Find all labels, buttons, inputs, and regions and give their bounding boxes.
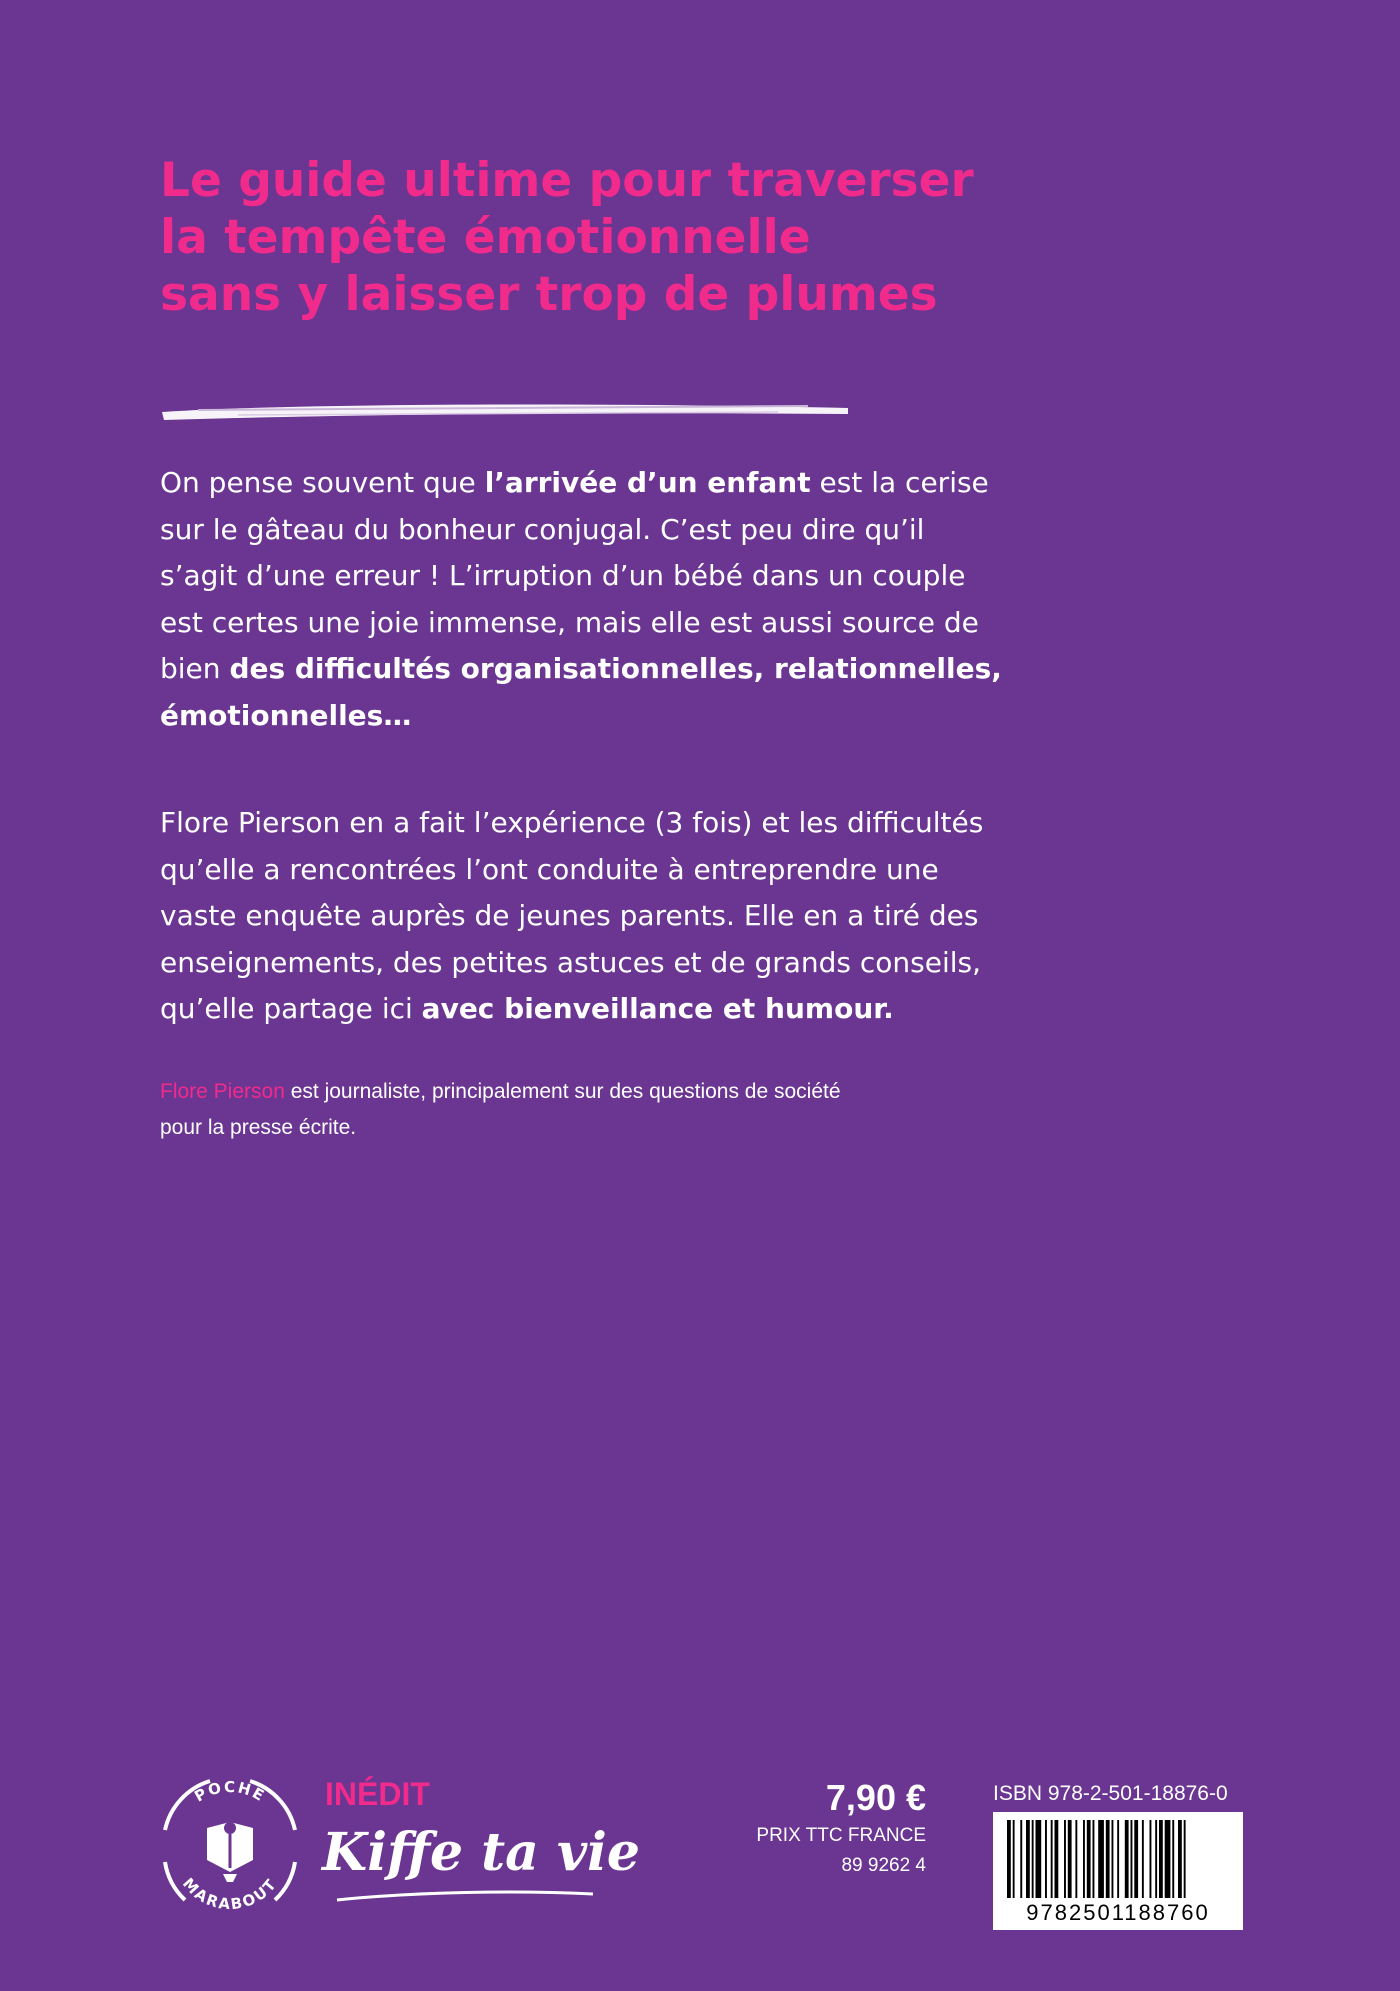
barcode-bar (1131, 1820, 1133, 1898)
barcode-bar (1165, 1820, 1171, 1898)
bio-line-1 (160, 1074, 1160, 1110)
barcode-bar (1045, 1820, 1047, 1898)
p1-l6-bold: émotionnelles… (160, 698, 412, 732)
price: 7,90 € (825, 1777, 926, 1818)
barcode-bar (1093, 1820, 1095, 1898)
barcode-bar (1075, 1820, 1077, 1898)
p1-line-6 (160, 693, 1160, 740)
barcode-bar (1064, 1820, 1066, 1898)
bio-line-2: pour la presse écrite. (160, 1116, 357, 1139)
logo-top-text: POCHE (191, 1777, 269, 1806)
inedit-label: INÉDIT (325, 1776, 430, 1812)
barcode-bar (1184, 1820, 1186, 1898)
p1-l1-c: est la cerise (810, 466, 989, 499)
logo-bottom-text: MARABOUT (178, 1874, 281, 1914)
barcode-bar (1159, 1820, 1163, 1898)
barcode-bar (1142, 1820, 1144, 1898)
headline-line-2: la tempête émotionnelle (160, 210, 811, 265)
barcode-bar (1178, 1820, 1182, 1898)
barcode-bar (1007, 1820, 1011, 1898)
barcode-bar (1083, 1820, 1085, 1898)
headline (160, 152, 1160, 323)
barcode-bar (1172, 1820, 1174, 1898)
series-title: Kiffe ta vie (322, 1822, 641, 1883)
p2-line-4: enseignements, des petites astuces et de grands conseils, (160, 945, 982, 979)
back-cover-footer (0, 1760, 1400, 1960)
price-block (700, 1778, 926, 1878)
barcode-bar (1020, 1820, 1022, 1898)
barcode-bar (1026, 1820, 1030, 1898)
author-bio (160, 1074, 1160, 1146)
description-paragraph-1 (160, 460, 1160, 739)
barcode-bar (1098, 1820, 1104, 1898)
p1-line-2: sur le gâteau du bonheur conjugal. C’est peu dire qu’il (160, 512, 925, 546)
poche-marabout-logo (155, 1770, 305, 1920)
barcode-bar (1125, 1820, 1129, 1898)
bio-l1-text: est journaliste, principalement sur des questions de société (284, 1080, 841, 1103)
p1-l5-bold: des difficultés organisationnelles, relationnelles, (229, 652, 1002, 685)
price-label: PRIX TTC FRANCE (756, 1825, 926, 1846)
p2-line-2: qu’elle a rencontrées l’ont conduite à entreprendre une (160, 852, 939, 886)
barcode-bars (1007, 1820, 1229, 1898)
p1-line-1 (160, 460, 1160, 507)
barcode-bar (1013, 1820, 1015, 1898)
p1-l5-a: bien (160, 652, 230, 685)
p1-line-4: est certes une joie immense, mais elle est aussi source de (160, 605, 979, 639)
p1-line-3: s’agit d’une erreur ! L’irruption d’un bébé dans un couple (160, 559, 966, 592)
p1-line-5 (160, 646, 1160, 693)
barcode-bar (1117, 1820, 1119, 1898)
barcode-bar (1155, 1820, 1157, 1898)
barcode-bar (1051, 1820, 1053, 1898)
p2-l5-a: qu’elle partage ici (160, 992, 422, 1025)
barcode-bar (1087, 1820, 1091, 1898)
barcode-bar (1055, 1820, 1059, 1898)
p2-l5-bold: avec bienveillance et humour. (421, 992, 894, 1025)
headline-line-3: sans y laisser trop de plumes (160, 267, 938, 322)
barcode-bar (1036, 1820, 1042, 1898)
product-code: 89 9262 4 (841, 1855, 926, 1876)
description-paragraph-2 (160, 800, 1160, 1033)
isbn-label: ISBN 978-2-501-18876-0 (993, 1782, 1228, 1805)
barcode (993, 1812, 1243, 1930)
barcode-bar (1032, 1820, 1034, 1898)
brush-stroke-divider (158, 400, 853, 424)
p2-line-5 (160, 986, 1160, 1033)
barcode-bar (1068, 1820, 1072, 1898)
headline-line-1: Le guide ultime pour traverser (160, 153, 974, 208)
p2-line-1: Flore Pierson en a fait l’expérience (3 fois) et les difficultés (160, 806, 984, 839)
author-name: Flore Pierson (160, 1080, 285, 1103)
p1-l1-a: On pense souvent que (160, 466, 485, 499)
barcode-bar (1112, 1820, 1114, 1898)
p1-l1-bold: l’arrivée d’un enfant (484, 466, 811, 499)
barcode-bar (1134, 1820, 1138, 1898)
barcode-bar (1106, 1820, 1110, 1898)
p2-line-3: vaste enquête auprès de jeunes parents. Elle en a tiré des (160, 899, 979, 932)
barcode-bar (1150, 1820, 1152, 1898)
barcode-digits: 9782501188760 (1026, 1900, 1210, 1925)
series-underline-swash (335, 1888, 595, 1904)
